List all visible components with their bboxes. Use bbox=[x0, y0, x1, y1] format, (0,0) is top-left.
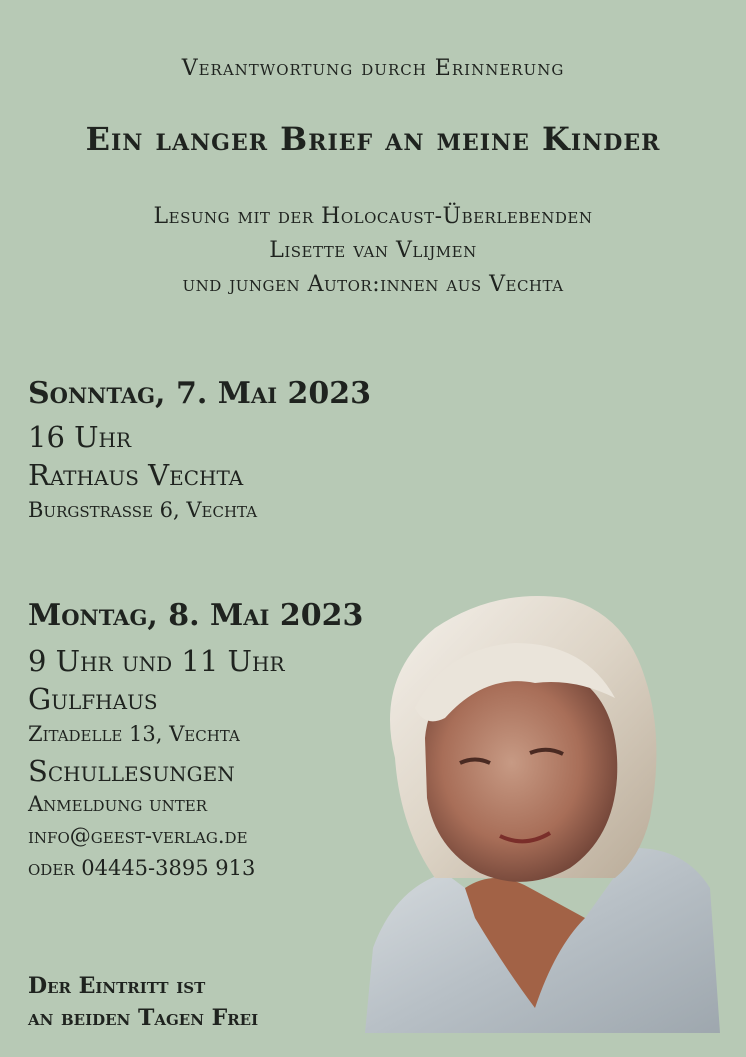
event1-time: 16 Uhr bbox=[28, 420, 132, 454]
free-entry-line-2: an beiden Tagen Frei bbox=[28, 1005, 259, 1031]
portrait-photo bbox=[355, 588, 725, 1033]
reading-description bbox=[0, 200, 746, 302]
free-entry-line-1: Der Eintritt ist bbox=[28, 973, 206, 999]
registration-email: info@geest-verlag.de bbox=[28, 824, 248, 848]
event2-address: Zitadelle 13, Vechta bbox=[28, 722, 240, 746]
event1-venue: Rathaus Vechta bbox=[28, 458, 244, 492]
event1-date: Sonntag, 7. Mai 2023 bbox=[28, 376, 371, 411]
event1-address: Burgstrasse 6, Vechta bbox=[28, 498, 258, 522]
registration-label: Anmeldung unter bbox=[28, 792, 208, 816]
reading-line-3: und jungen Autor:innen aus Vechta bbox=[182, 272, 564, 297]
free-entry-note bbox=[28, 970, 258, 1034]
event-series-subtitle: Verantwortung durch Erinnerung bbox=[181, 56, 565, 81]
poster-title: Ein langer Brief an meine Kinder bbox=[85, 120, 661, 158]
event2-date: Montag, 8. Mai 2023 bbox=[28, 598, 364, 633]
event2-time: 9 Uhr und 11 Uhr bbox=[28, 644, 285, 678]
reading-line-2: Lisette van Vlijmen bbox=[269, 238, 477, 263]
event2-venue: Gulfhaus bbox=[28, 682, 158, 716]
registration-phone: oder 04445-3895 913 bbox=[28, 856, 256, 880]
event2-type: Schullesungen bbox=[28, 754, 235, 788]
reading-line-1: Lesung mit der Holocaust-Überlebenden bbox=[153, 204, 593, 229]
